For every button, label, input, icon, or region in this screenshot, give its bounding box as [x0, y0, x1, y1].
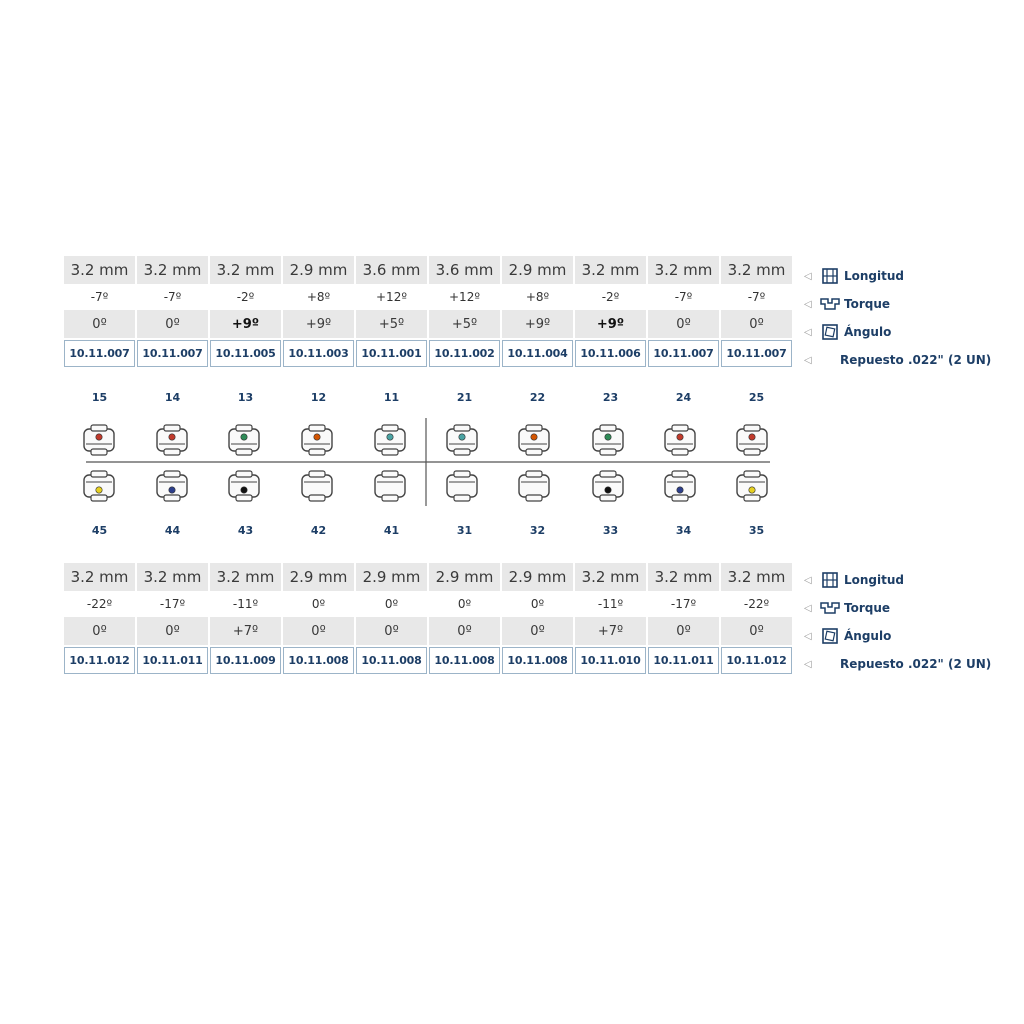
legend-angle: [804, 622, 1014, 650]
lower-reference-cell: 10.11.008: [283, 647, 354, 674]
bracket: [157, 425, 187, 455]
upper-angle-cell: 0º: [64, 310, 135, 338]
legend-angle-label: Ángulo: [844, 325, 892, 339]
tooth-number: 32: [529, 524, 546, 537]
lower-reference-cell: 10.11.011: [648, 647, 719, 674]
lower-length-cell: 2.9 mm: [429, 563, 500, 591]
upper-arch-table: [64, 256, 790, 367]
upper-length-cell: 3.6 mm: [356, 256, 427, 284]
lower-angle-cell: 0º: [721, 617, 792, 645]
lower-angle-cell: +7º: [575, 617, 646, 645]
upper-angle-cell: 0º: [648, 310, 719, 338]
color-dot: [96, 434, 102, 440]
lower-angle-cell: 0º: [64, 617, 135, 645]
tooth-number: 21: [456, 391, 473, 404]
tooth-number: 31: [456, 524, 473, 537]
tooth-number: 13: [237, 391, 254, 404]
upper-length-cell: 3.2 mm: [648, 256, 719, 284]
upper-length-cell: 3.2 mm: [210, 256, 281, 284]
lower-torque-cell: -22º: [743, 597, 770, 611]
color-dot: [749, 434, 755, 440]
legend-length: [804, 566, 1014, 594]
upper-reference-cell: 10.11.003: [283, 340, 354, 367]
bracket: [84, 425, 114, 455]
upper-angle-cell: +9º: [502, 310, 573, 338]
lower-length-cell: 3.2 mm: [721, 563, 792, 591]
bracket: [665, 471, 695, 501]
color-dot: [605, 487, 611, 493]
bracket: [375, 471, 405, 501]
lower-reference-cell: 10.11.008: [502, 647, 573, 674]
upper-length-cell: 3.2 mm: [575, 256, 646, 284]
lower-reference-cell: 10.11.008: [429, 647, 500, 674]
triangle-left-icon: ◁: [804, 354, 812, 366]
bracket: [375, 425, 405, 455]
upper-torque-cell: +12º: [376, 290, 407, 304]
angle-icon: [818, 323, 842, 341]
lower-length-cell: 2.9 mm: [502, 563, 573, 591]
upper-angle-cell: +9º: [575, 310, 646, 338]
color-dot: [387, 434, 393, 440]
tooth-number: 12: [310, 391, 327, 404]
upper-reference-cell: 10.11.007: [64, 340, 135, 367]
lower-angle-cell: 0º: [283, 617, 354, 645]
bracket: [229, 425, 259, 455]
color-dot: [96, 487, 102, 493]
triangle-left-icon: ◁: [804, 298, 812, 310]
lower-torque-cell: -11º: [232, 597, 259, 611]
upper-reference-cell: 10.11.006: [575, 340, 646, 367]
lower-angle-cell: 0º: [137, 617, 208, 645]
lower-tooth-numbers: [64, 524, 790, 537]
upper-reference-cell: 10.11.007: [137, 340, 208, 367]
bracket: [302, 425, 332, 455]
legend-torque: [804, 290, 1014, 318]
lower-length-cell: 3.2 mm: [210, 563, 281, 591]
lower-reference-row: [64, 647, 790, 674]
triangle-left-icon: ◁: [804, 326, 812, 338]
upper-tooth-numbers: [64, 391, 790, 404]
lower-reference-cell: 10.11.008: [356, 647, 427, 674]
angle-icon: [818, 627, 842, 645]
lower-reference-cell: 10.11.011: [137, 647, 208, 674]
upper-angle-cell: 0º: [137, 310, 208, 338]
upper-length-row: [64, 256, 790, 284]
bracket: [157, 471, 187, 501]
torque-icon: [818, 599, 842, 617]
color-dot: [241, 487, 247, 493]
upper-length-cell: 2.9 mm: [283, 256, 354, 284]
bracket: [593, 471, 623, 501]
upper-angle-cell: +9º: [283, 310, 354, 338]
upper-reference-cell: 10.11.002: [429, 340, 500, 367]
upper-length-cell: 3.2 mm: [137, 256, 208, 284]
legend-torque-label: Torque: [844, 601, 891, 615]
lower-angle-cell: 0º: [356, 617, 427, 645]
triangle-left-icon: ◁: [804, 270, 812, 282]
tooth-number: 24: [675, 391, 692, 404]
upper-torque-cell: -7º: [163, 290, 182, 304]
legend-length-label: Longitud: [844, 269, 905, 283]
color-dot: [749, 487, 755, 493]
lower-torque-cell: -17º: [159, 597, 186, 611]
tooth-number: 34: [675, 524, 692, 537]
upper-torque-cell: +8º: [306, 290, 331, 304]
lower-length-cell: 2.9 mm: [356, 563, 427, 591]
bracket: [737, 471, 767, 501]
length-icon: [818, 267, 842, 285]
color-dot: [459, 434, 465, 440]
lower-torque-cell: 0º: [311, 597, 326, 611]
upper-torque-row: [64, 284, 790, 310]
tooth-number: 35: [748, 524, 765, 537]
triangle-left-icon: ◁: [804, 658, 812, 670]
upper-length-cell: 3.2 mm: [721, 256, 792, 284]
tooth-number: 41: [383, 524, 400, 537]
legend-reference: [804, 650, 1014, 678]
color-dot: [677, 434, 683, 440]
color-dot: [241, 434, 247, 440]
triangle-left-icon: ◁: [804, 602, 812, 614]
tooth-number: 11: [383, 391, 400, 404]
lower-arch-table: [64, 563, 790, 674]
color-dot: [531, 434, 537, 440]
color-dot: [605, 434, 611, 440]
bracket: [302, 471, 332, 501]
upper-torque-cell: -2º: [601, 290, 620, 304]
legend-reference-label: Repuesto .022" (2 UN): [840, 353, 992, 367]
lower-torque-row: [64, 591, 790, 617]
lower-legend: [804, 566, 1014, 678]
tooth-number: 22: [529, 391, 546, 404]
lower-length-cell: 3.2 mm: [648, 563, 719, 591]
tooth-number: 14: [164, 391, 181, 404]
legend-angle: [804, 318, 1014, 346]
upper-length-cell: 3.6 mm: [429, 256, 500, 284]
upper-torque-cell: +8º: [525, 290, 550, 304]
bracket: [519, 471, 549, 501]
lower-angle-cell: +7º: [210, 617, 281, 645]
legend-torque-label: Torque: [844, 297, 891, 311]
triangle-left-icon: ◁: [804, 630, 812, 642]
lower-length-cell: 2.9 mm: [283, 563, 354, 591]
lower-angle-row: [64, 617, 790, 645]
lower-angle-cell: 0º: [648, 617, 719, 645]
bracket: [229, 471, 259, 501]
upper-torque-cell: -7º: [674, 290, 693, 304]
lower-torque-cell: 0º: [457, 597, 472, 611]
tooth-number: 43: [237, 524, 254, 537]
upper-reference-cell: 10.11.007: [721, 340, 792, 367]
bracket: [665, 425, 695, 455]
lower-angle-cell: 0º: [502, 617, 573, 645]
legend-length-label: Longitud: [844, 573, 905, 587]
lower-reference-cell: 10.11.010: [575, 647, 646, 674]
upper-torque-cell: -7º: [747, 290, 766, 304]
tooth-number: 15: [91, 391, 108, 404]
legend-torque: [804, 594, 1014, 622]
lower-length-cell: 3.2 mm: [64, 563, 135, 591]
lower-torque-cell: -11º: [597, 597, 624, 611]
legend-angle-label: Ángulo: [844, 629, 892, 643]
upper-torque-cell: +12º: [449, 290, 480, 304]
upper-angle-cell: +5º: [429, 310, 500, 338]
lower-reference-cell: 10.11.012: [64, 647, 135, 674]
lower-torque-cell: 0º: [384, 597, 399, 611]
upper-reference-cell: 10.11.005: [210, 340, 281, 367]
bracket: [84, 471, 114, 501]
lower-length-row: [64, 563, 790, 591]
upper-torque-cell: -2º: [236, 290, 255, 304]
bracket: [447, 471, 477, 501]
upper-torque-cell: -7º: [90, 290, 109, 304]
lower-length-cell: 3.2 mm: [575, 563, 646, 591]
brackets-diagram: [0, 410, 1024, 520]
bracket: [447, 425, 477, 455]
tooth-number: 45: [91, 524, 108, 537]
upper-angle-cell: +9º: [210, 310, 281, 338]
upper-reference-row: [64, 340, 790, 367]
bracket: [593, 425, 623, 455]
upper-angle-cell: 0º: [721, 310, 792, 338]
upper-legend: [804, 262, 1014, 374]
upper-length-cell: 2.9 mm: [502, 256, 573, 284]
bracket: [519, 425, 549, 455]
upper-angle-row: [64, 310, 790, 338]
tooth-number: 23: [602, 391, 619, 404]
upper-reference-cell: 10.11.007: [648, 340, 719, 367]
legend-length: [804, 262, 1014, 290]
lower-reference-cell: 10.11.009: [210, 647, 281, 674]
legend-reference-label: Repuesto .022" (2 UN): [840, 657, 992, 671]
lower-torque-cell: -17º: [670, 597, 697, 611]
tooth-number: 33: [602, 524, 619, 537]
lower-length-cell: 3.2 mm: [137, 563, 208, 591]
tooth-number: 25: [748, 391, 765, 404]
legend-reference: [804, 346, 1014, 374]
color-dot: [169, 487, 175, 493]
upper-length-cell: 3.2 mm: [64, 256, 135, 284]
upper-angle-cell: +5º: [356, 310, 427, 338]
length-icon: [818, 571, 842, 589]
lower-torque-cell: 0º: [530, 597, 545, 611]
lower-angle-cell: 0º: [429, 617, 500, 645]
tooth-number: 44: [164, 524, 181, 537]
color-dot: [677, 487, 683, 493]
color-dot: [169, 434, 175, 440]
triangle-left-icon: ◁: [804, 574, 812, 586]
lower-torque-cell: -22º: [86, 597, 113, 611]
color-dot: [314, 434, 320, 440]
tooth-number: 42: [310, 524, 327, 537]
torque-icon: [818, 295, 842, 313]
bracket: [737, 425, 767, 455]
upper-reference-cell: 10.11.004: [502, 340, 573, 367]
upper-reference-cell: 10.11.001: [356, 340, 427, 367]
lower-reference-cell: 10.11.012: [721, 647, 792, 674]
